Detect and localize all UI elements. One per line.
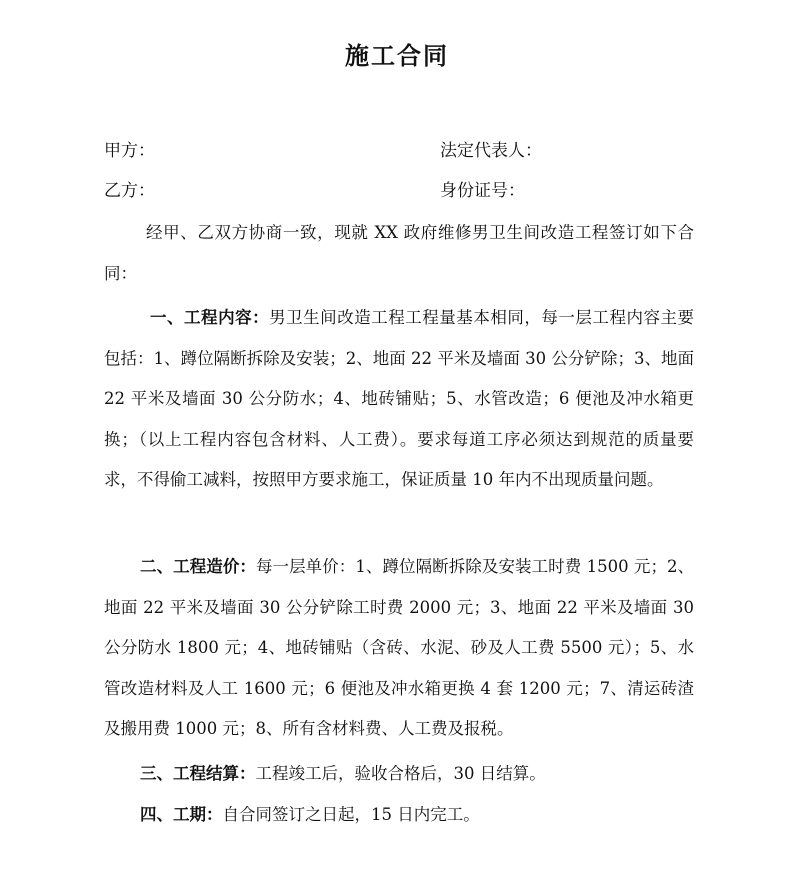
section-heading: 二、工程造价：	[140, 557, 256, 576]
section-schedule	[104, 795, 694, 836]
section-text: 工程竣工后，验收合格后，30 日结算。	[255, 764, 546, 783]
section-heading: 三、工程结算：	[140, 764, 256, 783]
party-a-label: 甲方：	[104, 141, 155, 161]
section-work-content	[104, 298, 694, 501]
id-number-label: 身份证号：	[440, 181, 525, 201]
section-heading: 一、工程内容：	[150, 308, 270, 327]
section-settlement	[104, 754, 694, 795]
party-b-label: 乙方：	[104, 181, 155, 201]
section-text: 自合同签订之日起，15 日内完工。	[222, 805, 480, 824]
section-text: 每一层单价：1、蹲位隔断拆除及安装工时费 1500 元；2、地面 22 平米及墙面 30 公分铲除工时费 2000 元；3、地面 22 平米及墙面 30 公分防水 1800 元；4、地砖铺贴（含砖、水泥、砂及人工费 5500 元）；5、水管改造材料及人工 1600 元；6 便池及冲水箱更换 4 套 1200 元；7、清运砖渣及搬用费 1000 元；8、所有含材料费、人工费及报税。	[104, 557, 695, 738]
legal-representative-label: 法定代表人：	[440, 141, 542, 161]
intro-paragraph: 经甲、乙双方协商一致，现就 XX 政府维修男卫生间改造工程签订如下合同：	[104, 223, 694, 283]
section-heading: 四、工期：	[140, 805, 223, 824]
document-title: 施工合同	[345, 42, 449, 70]
section-project-cost	[104, 547, 694, 750]
section-text: 男卫生间改造工程工程量基本相同，每一层工程内容主要包括：1、蹲位隔断拆除及安装；2、地面 22 平米及墙面 30 公分铲除；3、地面 22 平米及墙面 30 公分防水；4、地砖铺贴；5、水管改造；6 便池及冲水箱更换；（以上工程内容包含材料、人工费）。要求每道工序必须达到规范的质量要求，不得偷工减料，按照甲方要求施工，保证质量 10 年内不出现质量问题。	[104, 308, 695, 489]
